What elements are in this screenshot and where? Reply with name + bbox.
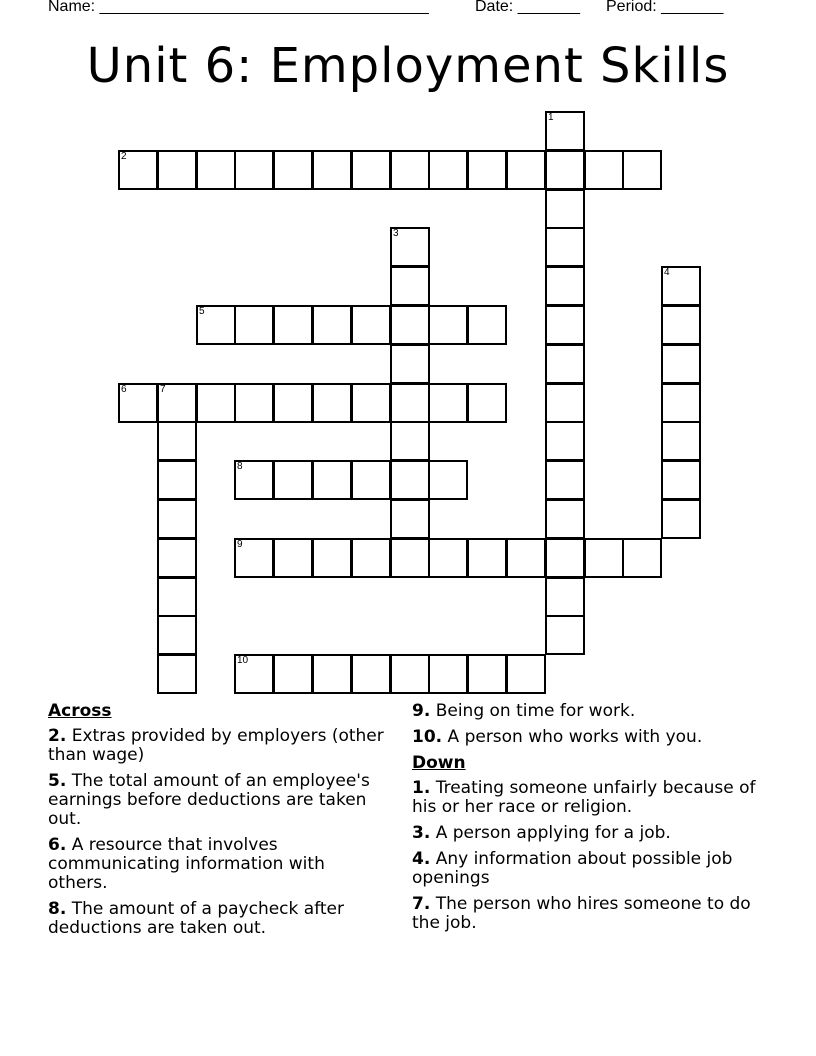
crossword-cell[interactable] xyxy=(390,150,430,190)
crossword-cell[interactable] xyxy=(428,305,468,345)
crossword-cell[interactable] xyxy=(545,305,585,345)
crossword-cell[interactable] xyxy=(312,305,352,345)
crossword-cell[interactable] xyxy=(661,383,701,423)
crossword-cell[interactable] xyxy=(351,150,391,190)
crossword-cell[interactable] xyxy=(545,344,585,384)
crossword-cell[interactable] xyxy=(545,383,585,423)
crossword-cell[interactable] xyxy=(390,227,430,267)
crossword-cell[interactable] xyxy=(390,383,430,423)
cell-number: 8 xyxy=(237,461,243,472)
crossword-cell[interactable] xyxy=(273,383,313,423)
crossword-cell[interactable] xyxy=(157,538,197,578)
crossword-cell[interactable] xyxy=(196,150,236,190)
crossword-cell[interactable] xyxy=(622,150,662,190)
crossword-cell[interactable] xyxy=(661,266,701,306)
crossword-cell[interactable] xyxy=(545,615,585,655)
clue-down-7: 7. The person who hires someone to do the job. xyxy=(412,894,751,933)
crossword-cell[interactable] xyxy=(390,421,430,461)
crossword-cell[interactable] xyxy=(351,305,391,345)
crossword-cell[interactable] xyxy=(661,460,701,500)
clue-across-8: 8. The amount of a paycheck after deductions are taken out. xyxy=(48,899,344,938)
date-field-label[interactable]: Date: _______ xyxy=(475,0,580,15)
crossword-cell[interactable] xyxy=(467,383,507,423)
crossword-cell[interactable] xyxy=(157,615,197,655)
crossword-cell[interactable] xyxy=(273,654,313,694)
crossword-cell[interactable] xyxy=(234,383,274,423)
crossword-cell[interactable] xyxy=(312,150,352,190)
crossword-cell[interactable] xyxy=(467,305,507,345)
crossword-cell[interactable] xyxy=(467,150,507,190)
crossword-cell[interactable] xyxy=(545,538,585,578)
crossword-cell[interactable] xyxy=(157,383,197,423)
crossword-cell[interactable] xyxy=(428,538,468,578)
crossword-cell[interactable] xyxy=(351,460,391,500)
crossword-cell[interactable] xyxy=(545,460,585,500)
crossword-cell[interactable] xyxy=(196,305,236,345)
crossword-cell[interactable] xyxy=(506,538,546,578)
crossword-cell[interactable] xyxy=(273,460,313,500)
crossword-cell[interactable] xyxy=(428,150,468,190)
cell-number: 2 xyxy=(121,151,127,162)
crossword-cell[interactable] xyxy=(118,150,158,190)
crossword-cell[interactable] xyxy=(390,305,430,345)
clue-down-4: 4. Any information about possible job openings xyxy=(412,849,733,888)
cell-number: 10 xyxy=(237,655,249,666)
crossword-cell[interactable] xyxy=(467,538,507,578)
crossword-cell[interactable] xyxy=(661,421,701,461)
crossword-cell[interactable] xyxy=(545,111,585,151)
crossword-cell[interactable] xyxy=(157,577,197,617)
crossword-cell[interactable] xyxy=(467,654,507,694)
cell-number: 1 xyxy=(548,112,554,123)
crossword-cell[interactable] xyxy=(622,538,662,578)
crossword-cell[interactable] xyxy=(312,383,352,423)
name-field-label[interactable]: Name: _____________________________________ xyxy=(48,0,429,15)
crossword-cell[interactable] xyxy=(312,654,352,694)
crossword-cell[interactable] xyxy=(390,266,430,306)
crossword-cell[interactable] xyxy=(196,383,236,423)
crossword-cell[interactable] xyxy=(351,383,391,423)
crossword-cell[interactable] xyxy=(312,460,352,500)
crossword-cell[interactable] xyxy=(234,654,274,694)
down-heading: Down xyxy=(412,753,466,773)
crossword-cell[interactable] xyxy=(584,150,624,190)
crossword-cell[interactable] xyxy=(157,460,197,500)
crossword-cell[interactable] xyxy=(273,538,313,578)
crossword-cell[interactable] xyxy=(273,150,313,190)
crossword-cell[interactable] xyxy=(234,460,274,500)
crossword-cell[interactable] xyxy=(351,538,391,578)
cell-number: 5 xyxy=(199,306,205,317)
crossword-cell[interactable] xyxy=(390,460,430,500)
cell-number: 4 xyxy=(664,267,670,278)
crossword-cell[interactable] xyxy=(312,538,352,578)
crossword-cell[interactable] xyxy=(545,499,585,539)
crossword-cell[interactable] xyxy=(390,538,430,578)
crossword-cell[interactable] xyxy=(661,344,701,384)
crossword-cell[interactable] xyxy=(390,344,430,384)
crossword-cell[interactable] xyxy=(351,654,391,694)
crossword-cell[interactable] xyxy=(234,150,274,190)
across-heading: Across xyxy=(48,701,112,721)
cell-number: 9 xyxy=(237,539,243,550)
clue-across-9: 9. Being on time for work. xyxy=(412,701,636,721)
crossword-cell[interactable] xyxy=(545,227,585,267)
crossword-cell[interactable] xyxy=(390,654,430,694)
crossword-cell[interactable] xyxy=(545,266,585,306)
crossword-cell[interactable] xyxy=(234,305,274,345)
clues-column-left xyxy=(48,702,388,945)
crossword-cell[interactable] xyxy=(545,577,585,617)
crossword-cell[interactable] xyxy=(273,305,313,345)
crossword-cell[interactable] xyxy=(661,305,701,345)
crossword-cell[interactable] xyxy=(428,654,468,694)
clue-across-6: 6. A resource that involves communicating information with others. xyxy=(48,835,325,893)
crossword-cell[interactable] xyxy=(157,654,197,694)
crossword-cell[interactable] xyxy=(157,150,197,190)
crossword-cell[interactable] xyxy=(157,499,197,539)
clue-across-5: 5. The total amount of an employee's earnings before deductions are taken out. xyxy=(48,771,370,829)
cell-number: 7 xyxy=(160,384,166,395)
crossword-cell[interactable] xyxy=(661,499,701,539)
crossword-cell[interactable] xyxy=(428,460,468,500)
crossword-cell[interactable] xyxy=(390,499,430,539)
clue-down-1: 1. Treating someone unfairly because of his or her race or religion. xyxy=(412,778,756,817)
clue-across-10: 10. A person who works with you. xyxy=(412,727,703,747)
crossword-cell[interactable] xyxy=(157,421,197,461)
crossword-cell[interactable] xyxy=(545,189,585,229)
crossword-cell[interactable] xyxy=(234,538,274,578)
crossword-cell[interactable] xyxy=(545,150,585,190)
crossword-cell[interactable] xyxy=(506,654,546,694)
crossword-cell[interactable] xyxy=(506,150,546,190)
crossword-cell[interactable] xyxy=(584,538,624,578)
crossword-cell[interactable] xyxy=(118,383,158,423)
cell-number: 6 xyxy=(121,384,127,395)
cell-number: 3 xyxy=(393,228,399,239)
page-title: Unit 6: Employment Skills xyxy=(86,38,730,94)
crossword-cell[interactable] xyxy=(428,383,468,423)
crossword-cell[interactable] xyxy=(545,421,585,461)
period-field-label[interactable]: Period: _______ xyxy=(606,0,724,15)
clue-down-3: 3. A person applying for a job. xyxy=(412,823,671,843)
clues-column-right xyxy=(412,702,782,940)
clue-across-2: 2. Extras provided by employers (other than wage) xyxy=(48,726,384,765)
